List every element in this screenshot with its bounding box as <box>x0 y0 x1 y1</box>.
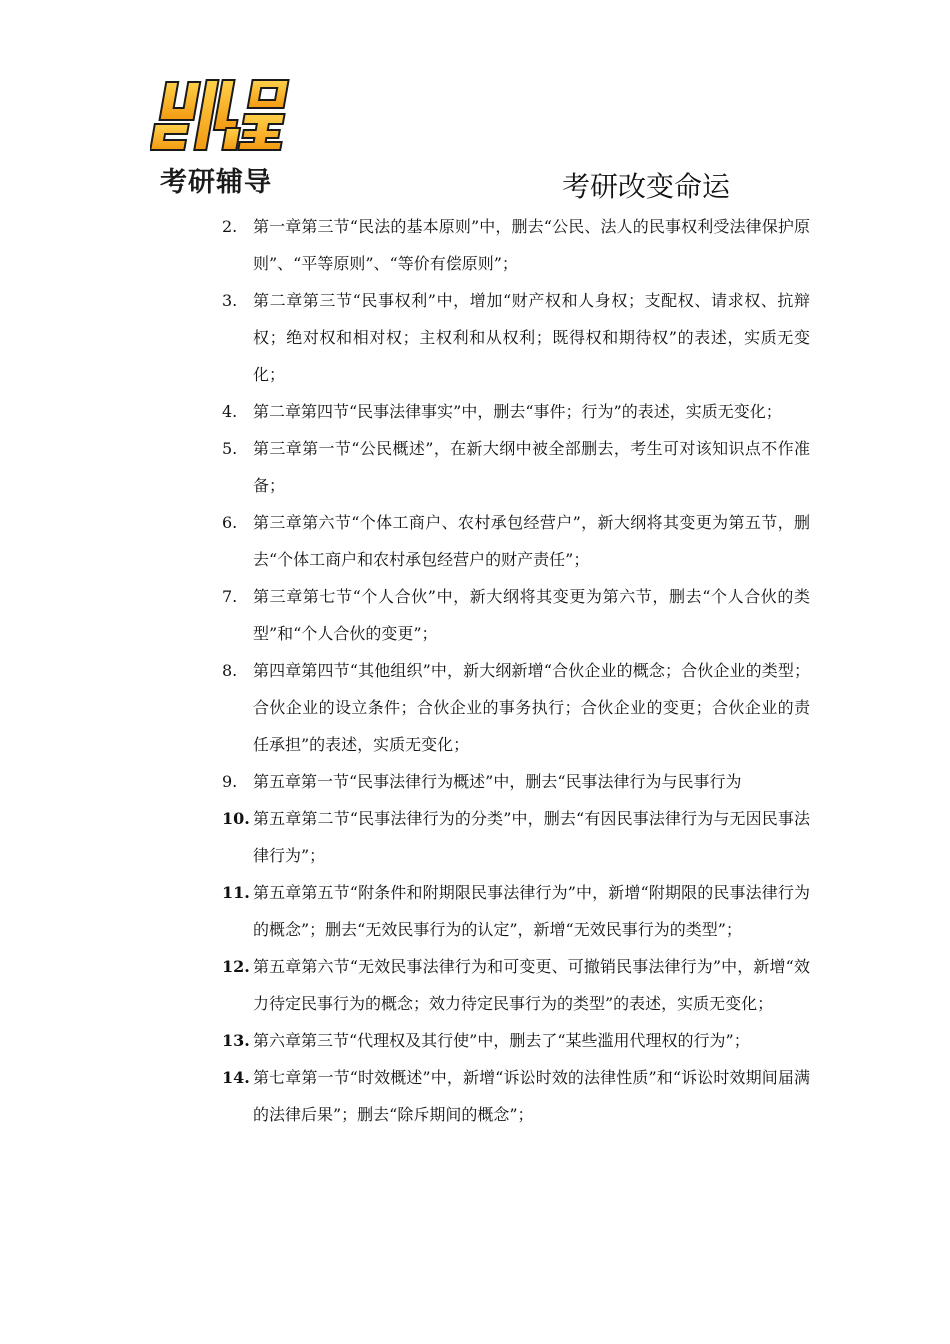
item-text: 第六章第三节“代理权及其行使”中，删去了“某些滥用代理权的行为”； <box>253 1031 750 1050</box>
item-number: 5. <box>222 439 238 458</box>
kaicheng-logo <box>150 72 310 202</box>
item-number: 7. <box>222 587 238 606</box>
list-item <box>222 393 810 430</box>
list-item <box>222 578 810 652</box>
item-number: 8. <box>222 661 238 680</box>
item-number: 13. <box>222 1031 250 1050</box>
page-slogan: 考研改变命运 <box>562 170 731 203</box>
list-item <box>222 504 810 578</box>
item-number: 12. <box>222 957 250 976</box>
list-item <box>222 430 810 504</box>
item-number: 11. <box>222 883 250 902</box>
list-item <box>222 1022 810 1059</box>
item-text: 第三章第六节“个体工商户、农村承包经营户”，新大纲将其变更为第五节，删去“个体工商户和农村承包经营户的财产责任”； <box>253 513 810 569</box>
item-text: 第五章第一节“民事法律行为概述”中，删去“民事法律行为与民事行为 <box>253 772 742 791</box>
kaicheng-logo-mark <box>150 72 300 160</box>
item-number: 9. <box>222 772 238 791</box>
item-text: 第二章第四节“民事法律事实”中，删去“事件；行为”的表述，实质无变化； <box>253 402 782 421</box>
item-text: 第五章第二节“民事法律行为的分类”中，删去“有因民事法律行为与无因民事法律行为”； <box>253 809 810 865</box>
item-text: 第四章第四节“其他组织”中，新大纲新增“合伙企业的概念；合伙企业的类型；合伙企业的设立条件；合伙企业的事务执行；合伙企业的变更；合伙企业的责任承担”的表述，实质无变化； <box>253 661 810 754</box>
list-item <box>222 208 810 282</box>
logo-subtitle: 考研辅导 <box>160 167 272 198</box>
item-number: 6. <box>222 513 238 532</box>
list-item <box>222 652 810 763</box>
list-item <box>222 948 810 1022</box>
item-text: 第三章第一节“公民概述”，在新大纲中被全部删去，考生可对该知识点不作准备； <box>253 439 810 495</box>
item-number: 4. <box>222 402 238 421</box>
item-text: 第五章第五节“附条件和附期限民事法律行为”中，新增“附期限的民事法律行为的概念”；删去“无效民事行为的认定”，新增“无效民事行为的类型”； <box>253 883 810 939</box>
item-number: 2. <box>222 217 238 236</box>
list-item <box>222 1059 810 1133</box>
item-text: 第七章第一节“时效概述”中，新增“诉讼时效的法律性质”和“诉讼时效期间届满的法律后果”；删去“除斥期间的概念”； <box>253 1068 810 1124</box>
item-text: 第二章第三节“民事权利”中，增加“财产权和人身权；支配权、请求权、抗辩权；绝对权和相对权；主权利和从权利；既得权和期待权”的表述，实质无变化； <box>253 291 810 384</box>
change-list <box>222 208 810 1133</box>
list-item <box>222 763 810 800</box>
item-number: 10. <box>222 809 250 828</box>
item-number: 3. <box>222 291 238 310</box>
list-item <box>222 282 810 393</box>
item-text: 第五章第六节“无效民事法律行为和可变更、可撤销民事法律行为”中，新增“效力待定民事行为的概念；效力待定民事行为的类型”的表述，实质无变化； <box>253 957 810 1013</box>
item-number: 14. <box>222 1068 250 1087</box>
list-item <box>222 874 810 948</box>
list-item <box>222 800 810 874</box>
item-text: 第三章第七节“个人合伙”中，新大纲将其变更为第六节，删去“个人合伙的类型”和“个人合伙的变更”； <box>253 587 810 643</box>
item-text: 第一章第三节“民法的基本原则”中，删去“公民、法人的民事权利受法律保护原则”、“平等原则”、“等价有偿原则”； <box>253 217 810 273</box>
